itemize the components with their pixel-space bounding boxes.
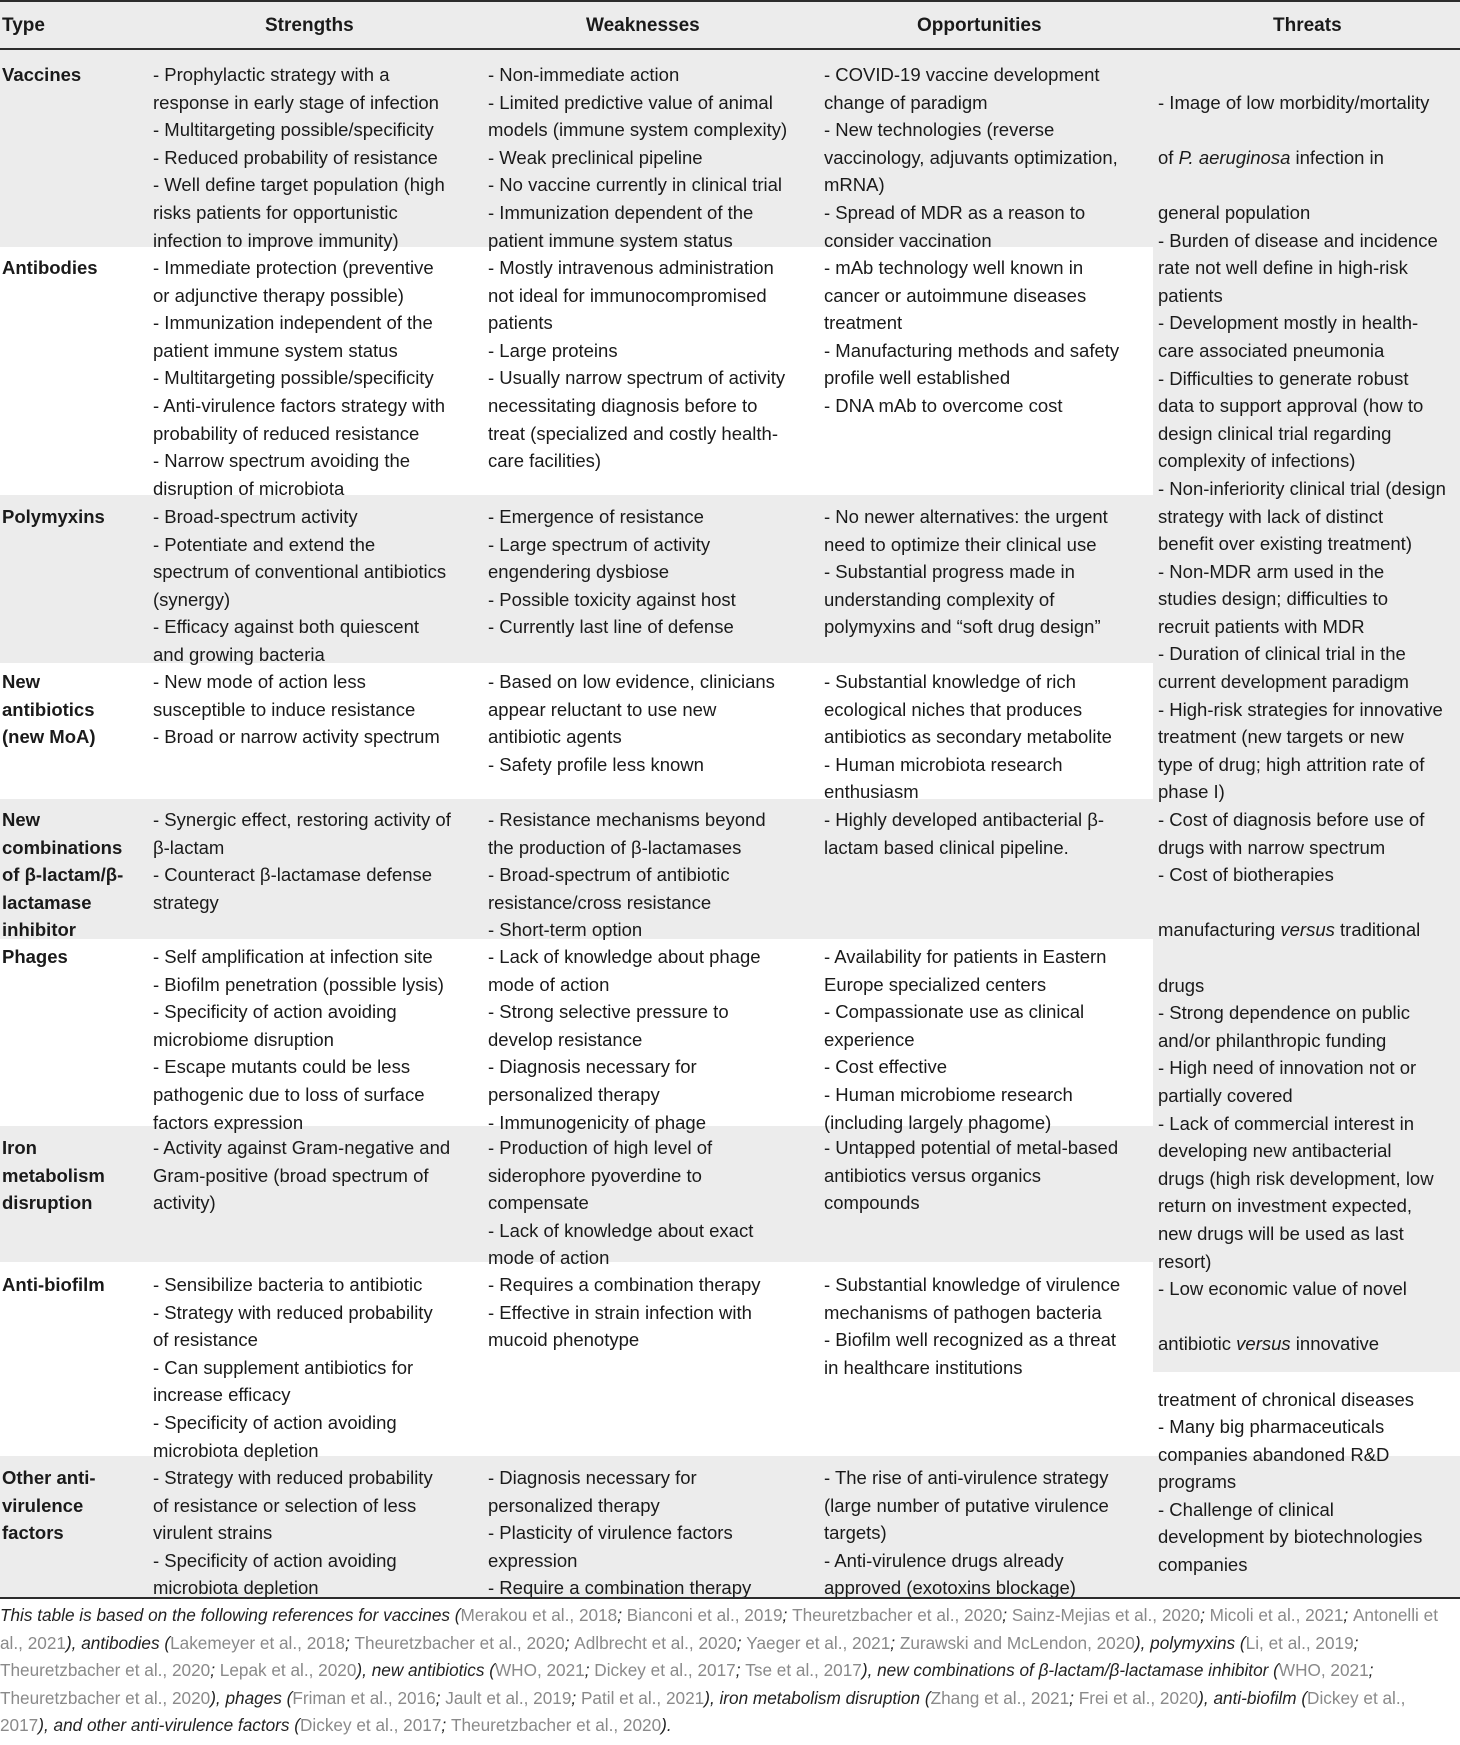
row-opportunities: - Substantial knowledge of virulence mechanisms of pathogen bacteria - Biofilm well recognized as a threat in healthcare institutions bbox=[824, 1274, 1121, 1378]
row-strengths: - Sensibilize bacteria to antibiotic - Strategy with reduced probability of resistance - Can supplement antibiotics for increase efficacy - Specificity of action avoiding microbiota depletion bbox=[153, 1274, 433, 1461]
row-opportunities: - No newer alternatives: the urgent need to optimize their clinical use - Substantial progress made in understanding complexity of polymyxins and “soft drug design” bbox=[824, 506, 1108, 638]
threats-text: of P. aeruginosa infection in bbox=[1158, 146, 1384, 168]
row-strengths: - Activity against Gram-negative and Gram-positive (broad spectrum of activity) bbox=[153, 1137, 451, 1214]
row-strengths: - New mode of action less susceptible to induce resistance - Broad or narrow activity spectrum bbox=[153, 671, 440, 748]
row-opportunities: - Untapped potential of metal-based antibiotics versus organics compounds bbox=[824, 1137, 1119, 1214]
reference-link[interactable]: Merakou et al., 2018 bbox=[460, 1605, 618, 1625]
header-threats: Threats bbox=[1273, 15, 1342, 36]
row-type: Phages bbox=[2, 946, 68, 967]
threats-text: antibiotic versus innovative bbox=[1158, 1333, 1380, 1355]
threats-text: - Image of low morbidity/mortality bbox=[1158, 91, 1430, 113]
reference-link[interactable]: Friman et al., 2016 bbox=[292, 1687, 436, 1708]
row-opportunities: - Availability for patients in Eastern Europe specialized centers - Compassionate use as clinical experience - Cost effective - Human microbiome research (including largely phagome) bbox=[824, 946, 1107, 1133]
row-weaknesses: - Lack of knowledge about phage mode of action - Strong selective pressure to develop resistance - Diagnosis necessary for personalized therapy - Immunogenicity of phage bbox=[488, 946, 761, 1133]
row-weaknesses: - Based on low evidence, clinicians appear reluctant to use new antibiotic agents - Safety profile less known bbox=[488, 671, 775, 775]
row-opportunities: - Substantial knowledge of rich ecological niches that produces antibiotics as secondary metabolite - Human microbiota research enthusiasm bbox=[824, 671, 1112, 803]
row-type: Antibodies bbox=[2, 257, 98, 278]
threats-text: manufacturing versus traditional bbox=[1158, 919, 1421, 941]
table-header bbox=[0, 0, 1460, 50]
reference-link[interactable]: Dickey et al., 2017 bbox=[0, 1687, 1406, 1736]
row-strengths: - Synergic effect, restoring activity of β-lactam - Counteract β-lactamase defense strategy bbox=[153, 809, 451, 913]
header-weaknesses: Weaknesses bbox=[586, 15, 700, 36]
row-strengths: - Strategy with reduced probability of resistance or selection of less virulent strains - Specificity of action avoiding microbiota depletion bbox=[153, 1467, 433, 1599]
reference-link[interactable]: Patil et al., 2021 bbox=[580, 1687, 705, 1708]
threats-text: treatment of chronical diseases - Many big pharmaceuticals companies abandoned R&D programs - Challenge of clinical development by biotechnologies companies bbox=[1158, 1388, 1423, 1576]
reference-link[interactable]: Adlbrecht et al., 2020 bbox=[574, 1632, 737, 1653]
reference-link[interactable]: Micoli et al., 2021 bbox=[1209, 1605, 1344, 1625]
reference-link[interactable]: Lakemeyer et al., 2018 bbox=[170, 1632, 345, 1653]
reference-link[interactable]: Theuretzbacher et al., 2020 bbox=[0, 1687, 211, 1708]
row-weaknesses: - Diagnosis necessary for personalized therapy - Plasticity of virulence factors expression - Require a combination therapy bbox=[488, 1467, 752, 1599]
threats-cell bbox=[1158, 61, 1458, 1606]
row-weaknesses: - Emergence of resistance - Large spectrum of activity engendering dysbiose - Possible toxicity against host - Currently last line of defense bbox=[488, 506, 736, 638]
row-type: Other anti- virulence factors bbox=[2, 1467, 96, 1544]
row-type: Anti-biofilm bbox=[2, 1274, 105, 1295]
row-strengths: - Immediate protection (preventive or adjunctive therapy possible) - Immunization independent of the patient immune system status - Multitargeting possible/specificity - Anti-virulence factors strategy with probability of reduced resistance - Narrow spectrum avoiding the disruption of microbiota bbox=[153, 257, 445, 499]
reference-link[interactable]: Lepak et al., 2020 bbox=[219, 1660, 357, 1681]
reference-link[interactable]: Dickey et al., 2017 bbox=[594, 1660, 736, 1681]
row-type: Polymyxins bbox=[2, 506, 105, 527]
row-weaknesses: - Requires a combination therapy - Effective in strain infection with mucoid phenotype bbox=[488, 1274, 761, 1351]
header-strengths: Strengths bbox=[265, 15, 354, 36]
reference-link[interactable]: Frei et al., 2020 bbox=[1078, 1687, 1199, 1708]
row-opportunities: - COVID-19 vaccine development change of paradigm - New technologies (reverse vaccinology, adjuvants optimization, mRNA) - Spread of MDR as a reason to consider vaccination bbox=[824, 64, 1118, 251]
reference-link[interactable]: Theuretzbacher et al., 2020 bbox=[450, 1715, 662, 1736]
reference-link[interactable]: Jault et al., 2019 bbox=[445, 1687, 572, 1708]
row-strengths: - Self amplification at infection site - Biofilm penetration (possible lysis) - Specificity of action avoiding microbiome disruption - Escape mutants could be less pathogenic due to loss of surface factors expression bbox=[153, 946, 444, 1133]
reference-link[interactable]: Antonelli et al., 2021 bbox=[0, 1605, 1438, 1653]
header-type: Type bbox=[2, 15, 45, 36]
row-type: Iron metabolism disruption bbox=[2, 1137, 105, 1214]
reference-link[interactable]: Dickey et al., 2017 bbox=[300, 1715, 442, 1736]
row-strengths: - Prophylactic strategy with a response in early stage of infection - Multitargeting possible/specificity - Reduced probability of resistance - Well define target population (high risks patients for opportunistic infection to improve immunity) bbox=[153, 64, 445, 251]
reference-link[interactable]: WHO, 2021 bbox=[494, 1660, 585, 1681]
row-strengths: - Broad-spectrum activity - Potentiate and extend the spectrum of conventional antibiotics (synergy) - Efficacy against both quiescent and growing bacteria bbox=[153, 506, 447, 665]
row-type: New antibiotics (new MoA) bbox=[2, 671, 96, 748]
table-bottom-rule bbox=[0, 1597, 1460, 1599]
row-opportunities: - mAb technology well known in cancer or autoimmune diseases treatment - Manufacturing methods and safety profile well established - DNA mAb to overcome cost bbox=[824, 257, 1120, 416]
header-opportunities: Opportunities bbox=[917, 15, 1042, 36]
row-weaknesses: - Resistance mechanisms beyond the production of β-lactamases - Broad-spectrum of antibiotic resistance/cross resistance - Short-term option bbox=[488, 809, 766, 941]
row-opportunities: - The rise of anti-virulence strategy (large number of putative virulence targets) - Anti-virulence drugs already approved (exotoxins blockage) bbox=[824, 1467, 1109, 1599]
row-opportunities: - Highly developed antibacterial β- lactam based clinical pipeline. bbox=[824, 809, 1105, 858]
row-type: New combinations of β-lactam/β- lactamase inhibitor bbox=[2, 809, 124, 941]
reference-link[interactable]: Theuretzbacher et al., 2020 bbox=[354, 1632, 565, 1653]
reference-link[interactable]: Bianconi et al., 2019 bbox=[626, 1605, 783, 1625]
row-weaknesses: - Non-immediate action - Limited predictive value of animal models (immune system complexity) - Weak preclinical pipeline - No vaccine currently in clinical trial - Immunization dependent of the patient immune system status bbox=[488, 64, 788, 251]
threats-text: drugs - Strong dependence on public and/or philanthropic funding - High need of innovation not or partially covered - Lack of commercial interest in developing new antibacterial drugs (high risk development, low return on investment expected, new drugs will be used as last resort) - Low economic value of novel bbox=[1158, 974, 1434, 1300]
table-footnote: This table is based on the following references for vaccines (Merakou et al., 2018; Bianconi et al., 2019; Theuretzbacher et al., 2020; Sainz-Mejias et al., 2020; Micoli et al., 2021; Antonelli et al., 2021), antibodies (Lakemeyer et al., 2018; Theuretzbacher et al., 2020; Adlbrecht et al., 2020; Yaeger et al., 2021; Zurawski and McLendon, 2020), polymyxins (Li, et al., 2019; Theuretzbacher et al., 2020; Lepak et al., 2020), new antibiotics (WHO, 2021; Dickey et al., 2017; Tse et al., 2017), new combinations of β-lactam/β-lactamase inhibitor (WHO, 2021; Theuretzbacher et al., 2020), phages (Friman et al., 2016; Jault et al., 2019; Patil et al., 2021), iron metabolism disruption (Zhang et al., 2021; Frei et al., 2020), anti-biofilm (Dickey et al., 2017), and other anti-virulence factors (Dickey et al., 2017; Theuretzbacher et al., 2020). bbox=[0, 1605, 1438, 1736]
reference-link[interactable]: Zurawski and McLendon, 2020 bbox=[899, 1632, 1135, 1653]
reference-link[interactable]: Tse et al., 2017 bbox=[745, 1660, 862, 1681]
reference-link[interactable]: Yaeger et al., 2021 bbox=[746, 1632, 891, 1653]
row-weaknesses: - Mostly intravenous administration not ideal for immunocompromised patients - Large proteins - Usually narrow spectrum of activity necessitating diagnosis before to treat (specialized and costly health- care facilities) bbox=[488, 257, 786, 472]
reference-link[interactable]: Theuretzbacher et al., 2020 bbox=[792, 1605, 1003, 1625]
row-weaknesses: - Production of high level of siderophore pyoverdine to compensate - Lack of knowledge about exact mode of action bbox=[488, 1137, 754, 1269]
threats-text: general population - Burden of disease and incidence rate not well define in high-risk patients - Development mostly in health- care associated pneumonia - Difficulties to generate robust data to support approval (how to design clinical trial regarding complexity of infections) - Non-inferiority clinical trial (design strategy with lack of distinct benefit over existing treatment) - Non-MDR arm used in the studies design; difficulties to recruit patients with MDR - Duration of clinical trial in the current development paradigm - High-risk strategies for innovative treatment (new targets or new type of drug; high attrition rate of phase I) - Cost of diagnosis before use of drugs with narrow spectrum - Cost of biotherapies bbox=[1158, 201, 1446, 886]
reference-link[interactable]: Sainz-Mejias et al., 2020 bbox=[1011, 1605, 1201, 1625]
reference-link[interactable]: Theuretzbacher et al., 2020 bbox=[0, 1660, 211, 1681]
row-type: Vaccines bbox=[2, 64, 82, 85]
reference-link[interactable]: WHO, 2021 bbox=[1278, 1660, 1369, 1681]
reference-link[interactable]: Li, et al., 2019 bbox=[1245, 1632, 1354, 1653]
reference-link[interactable]: Zhang et al., 2021 bbox=[930, 1687, 1070, 1708]
